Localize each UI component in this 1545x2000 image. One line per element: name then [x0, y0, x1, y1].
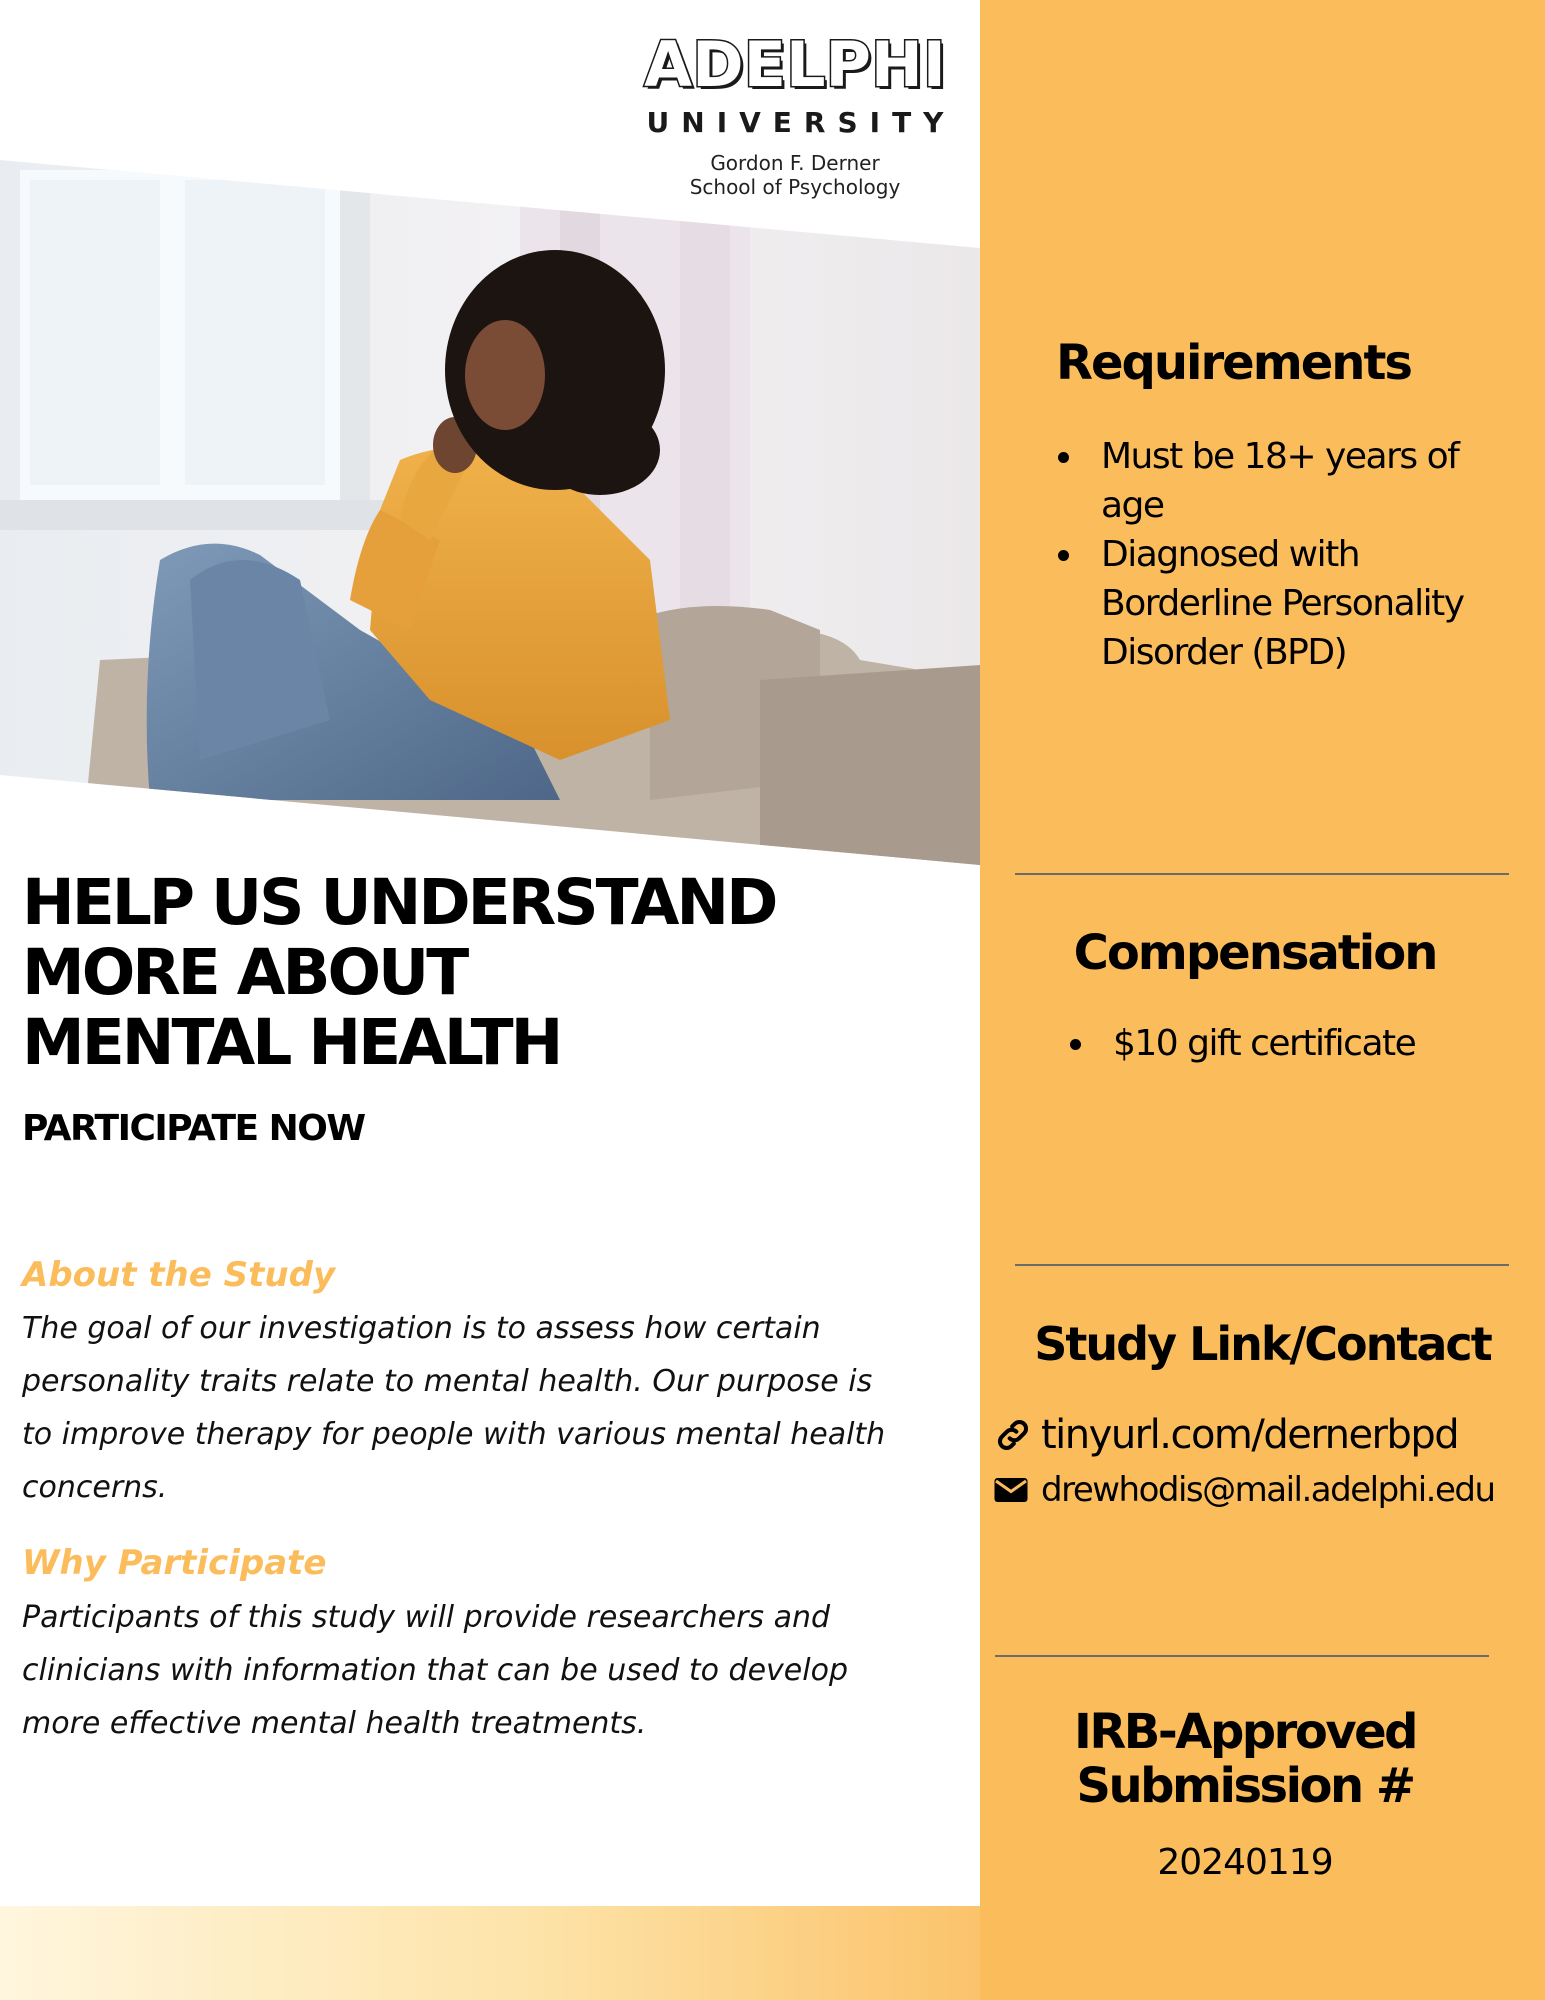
participate-now: PARTICIPATE NOW: [22, 1108, 365, 1149]
envelope-icon: [993, 1475, 1029, 1505]
school-line-1: Gordon F. Derner: [710, 151, 880, 175]
why-title: Why Participate: [22, 1543, 327, 1583]
compensation-item: $10 gift certificate: [1068, 1019, 1488, 1068]
requirements-title: Requirements: [1056, 335, 1411, 391]
bullet: [1058, 550, 1069, 561]
headline: HELP US UNDERSTAND MORE ABOUT MENTAL HEALTH: [22, 866, 776, 1079]
bottom-band: [0, 1906, 980, 2000]
logo-subtitle: UNIVERSITY: [646, 106, 956, 139]
bullet: [1058, 452, 1069, 463]
logo-wordmark: ADELPHI: [644, 28, 946, 101]
about-title: About the Study: [22, 1255, 336, 1295]
requirement-item: Diagnosed with Borderline Personality Disorder (BPD): [1056, 530, 1496, 677]
divider: [995, 1655, 1489, 1657]
email-row[interactable]: [993, 1470, 1495, 1510]
requirement-item: Must be 18+ years of age: [1056, 432, 1496, 530]
study-link[interactable]: tinyurl.com/dernerbpd: [1041, 1412, 1459, 1458]
link-icon: [993, 1415, 1033, 1455]
contact-title: Study Link/Contact: [1034, 1317, 1491, 1371]
hero-photo: [0, 160, 980, 865]
compensation-list: [1068, 1019, 1488, 1068]
right-column: [980, 0, 1545, 2000]
why-body: Participants of this study will provide researchers and clinicians with information that can be used to develop more effective mental health treatments.: [22, 1600, 848, 1741]
bullet: [1070, 1039, 1081, 1050]
school-line-2: School of Psychology: [689, 175, 901, 199]
divider: [1015, 873, 1509, 875]
about-body: The goal of our investigation is to assess how certain personality traits relate to mental health. Our purpose is to improve therapy for people with various mental health concerns.: [22, 1311, 886, 1505]
contact-email[interactable]: drewhodis@mail.adelphi.edu: [1041, 1470, 1495, 1510]
compensation-title: Compensation: [1073, 925, 1437, 981]
divider: [1015, 1264, 1509, 1266]
irb-number: 20240119: [1157, 1842, 1333, 1883]
study-link-row[interactable]: [993, 1412, 1458, 1458]
requirements-list: [1056, 432, 1496, 677]
irb-title: IRB-Approved Submission #: [1073, 1704, 1417, 1814]
